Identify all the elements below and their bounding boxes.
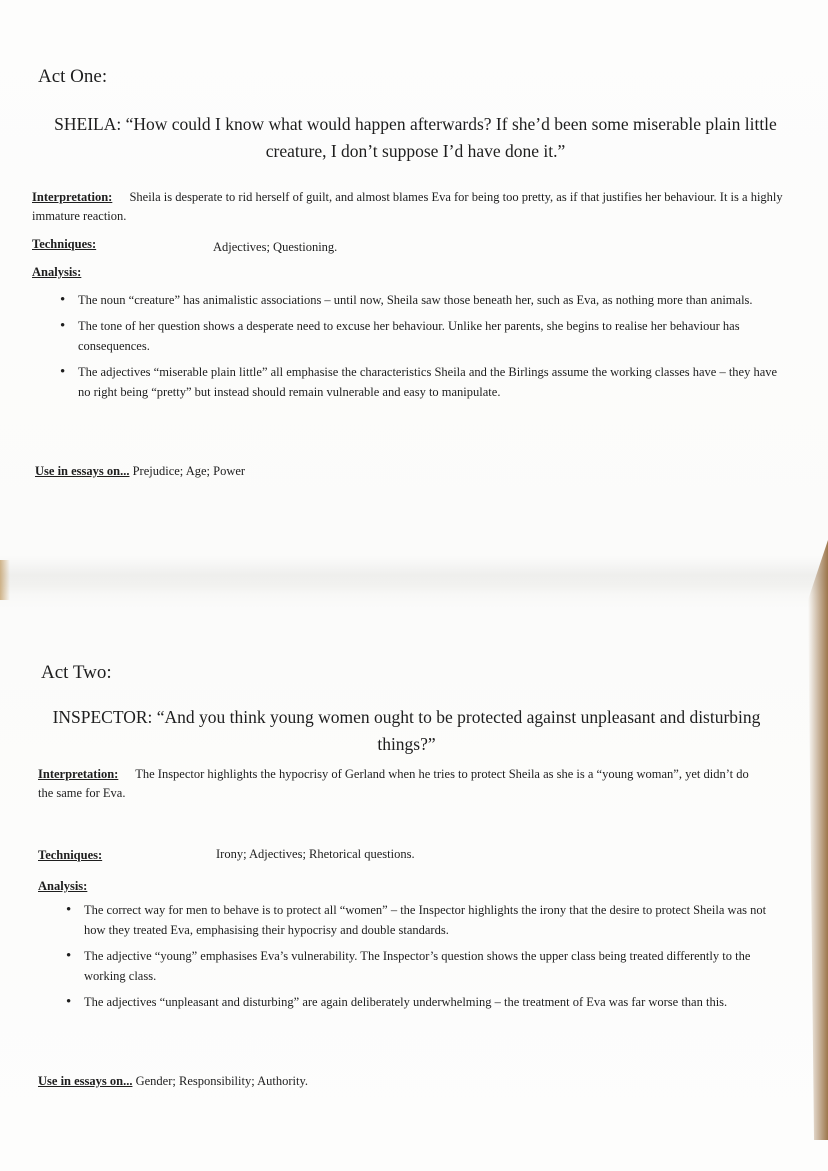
act-one-analysis-list	[58, 290, 788, 408]
act-two-interpretation-label: Interpretation:	[38, 767, 119, 781]
act-two-analysis-list	[64, 900, 776, 1018]
act-one-title: Act One:	[38, 66, 108, 87]
act-two-use-in-essays	[38, 1072, 308, 1091]
act-two-title: Act Two:	[41, 662, 112, 683]
list-item: • The tone of her question shows a desperate need to excuse her behaviour. Unlike her parents, she begins to realise her behaviour has consequences.	[58, 316, 788, 356]
list-item: • The adjective “young” emphasises Eva’s vulnerability. The Inspector’s question shows the upper class being treated differently to the working class.	[64, 946, 776, 986]
act-one-interpretation-text: Sheila is desperate to rid herself of guilt, and almost blames Eva for being too pretty, as if that justifies her behaviour. It is a highly immature reaction.	[32, 190, 783, 223]
act-one-techniques-text: Adjectives; Questioning.	[213, 240, 338, 254]
act-one-use-label: Use in essays on...	[35, 464, 130, 478]
act-one-interpretation-label: Interpretation:	[32, 190, 113, 204]
page-edge-shadow-right	[808, 540, 828, 1140]
act-one-quote: SHEILA: “How could I know what would happen afterwards? If she’d been some miserable plain little creature, I don’t suppose I’d have done it.”	[54, 114, 777, 161]
act-two-interpretation	[38, 765, 758, 803]
act-two-techniques-text: Irony; Adjectives; Rhetorical questions.	[216, 847, 415, 861]
act-two-interpretation-text: The Inspector highlights the hypocrisy of Gerland when he tries to protect Sheila as she is a “young woman”, yet didn’t do the same for Eva.	[38, 767, 749, 800]
act-two-quote: INSPECTOR: “And you think young women ought to be protected against unpleasant and disturbing things?”	[52, 707, 761, 754]
list-item: • The adjectives “unpleasant and disturbing” are again deliberately underwhelming – the treatment of Eva was far worse than this.	[64, 992, 776, 1012]
act-two-use-text: Gender; Responsibility; Authority.	[135, 1074, 309, 1088]
act-one-use-in-essays	[35, 462, 245, 481]
page-edge-shadow-left	[0, 560, 10, 600]
act-two-techniques-label: Techniques:	[38, 848, 103, 862]
paper-fold	[0, 555, 828, 595]
list-item: • The adjectives “miserable plain little” all emphasise the characteristics Sheila and the Birlings assume the working classes have – they have no right being “pretty” but instead should remain vulnerable and easy to manipulate.	[58, 362, 788, 402]
act-one-use-text: Prejudice; Age; Power	[132, 464, 246, 478]
act-one-analysis-label: Analysis:	[32, 265, 82, 279]
act-two-use-label: Use in essays on...	[38, 1074, 133, 1088]
list-item: • The correct way for men to behave is to protect all “women” – the Inspector highlights the irony that the desire to protect Sheila was not how they treated Eva, emphasising their hypocrisy and double standards.	[64, 900, 776, 940]
act-one-interpretation	[32, 188, 792, 226]
list-item: • The noun “creature” has animalistic associations – until now, Sheila saw those beneath her, such as Eva, as nothing more than animals.	[58, 290, 788, 310]
act-one-techniques-label: Techniques:	[32, 237, 97, 251]
act-two-analysis-label: Analysis:	[38, 879, 88, 893]
